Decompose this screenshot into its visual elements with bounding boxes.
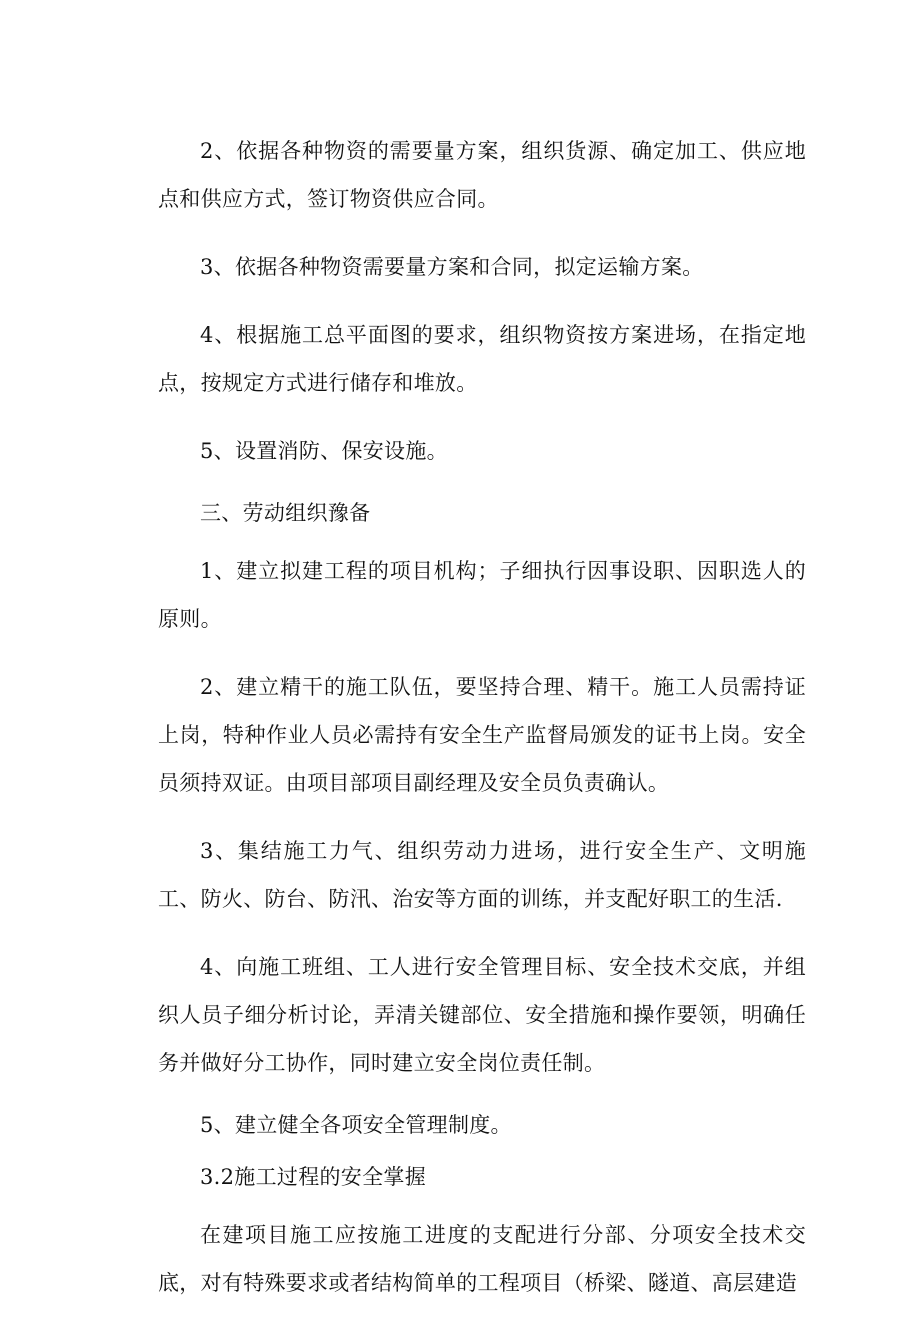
- paragraph-supply-contract: 2、依据各种物资的需要量方案，组织货源、确定加工、供应地点和供应方式，签订物资供应合同。: [158, 139, 806, 211]
- section-heading-process-safety: 3.2施工过程的安全掌握: [200, 1165, 426, 1189]
- paragraph-safety-system: 5、建立健全各项安全管理制度。: [200, 1113, 512, 1137]
- paragraph-fire-security: 5、设置消防、保安设施。: [200, 439, 448, 463]
- paragraph-construction-team: 2、建立精干的施工队伍，要坚持合理、精干。施工人员需持证上岗，特种作业人员必需持有安全生产监督局颁发的证书上岗。安全员须持双证。由项目部项目副经理及安全员负责确认。: [158, 675, 806, 795]
- section-heading-labor-organization: 三、劳动组织豫备: [200, 501, 371, 525]
- paragraph-material-storage: 4、根据施工总平面图的要求，组织物资按方案进场，在指定地点，按规定方式进行储存和堆放。: [158, 323, 806, 395]
- document-body: [158, 127, 806, 1327]
- paragraph-transport-plan: 3、依据各种物资需要量方案和合同，拟定运输方案。: [200, 255, 704, 279]
- paragraph-safety-briefing: 4、向施工班组、工人进行安全管理目标、安全技术交底，并组织人员子细分析讨论，弄清关键部位、安全措施和操作要领，明确任务并做好分工协作，同时建立安全岗位责任制。: [158, 955, 806, 1075]
- paragraph-workforce-training: 3、集结施工力气、组织劳动力进场，进行安全生产、文明施工、防火、防台、防汛、治安等方面的训练，并支配好职工的生活.: [158, 839, 806, 911]
- paragraph-technical-briefing: 在建项目施工应按施工进度的支配进行分部、分项安全技术交底，对有特殊要求或者结构简单的工程项目（桥梁、隧道、高层建造: [158, 1223, 806, 1295]
- paragraph-project-organization: 1、建立拟建工程的项目机构；子细执行因事设职、因职选人的原则。: [158, 559, 806, 631]
